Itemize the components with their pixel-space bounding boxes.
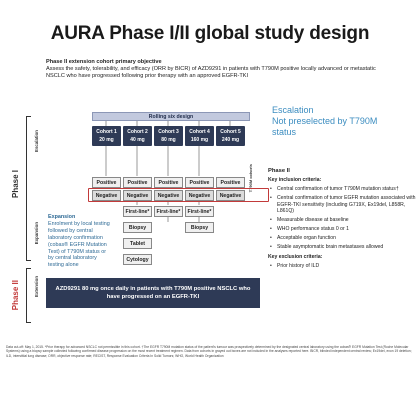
phase1-label: Phase I	[11, 170, 20, 199]
biopsy-box-2: Biopsy	[185, 222, 214, 233]
positive-box-5: Positive	[216, 177, 245, 188]
escalation-callout-heading: Escalation	[272, 105, 314, 115]
first-line-box-2: First-line*	[154, 206, 183, 217]
expansion-body: Enrolment by local testing followed by central laboratory confirmation (cobas® EGFR Mutation Test) of T790M status or by central laboratory testing alone	[48, 220, 110, 269]
inclusion-list	[268, 186, 418, 250]
cohort-5	[216, 126, 245, 146]
inclusion-item: • Central confirmation of tumor EGFR mutation associated with EGFR-TKI sensitivity (including G719X, Ex19del, L858R, L861Q)	[268, 195, 418, 214]
cohort-5-name: Cohort 5	[220, 129, 241, 135]
cohort-3	[154, 126, 183, 146]
objective-heading: Phase II extension cohort primary objective	[46, 59, 162, 65]
tablet-box: Tablet	[123, 238, 152, 249]
cohort-5-dose: 240 mg	[221, 137, 240, 143]
inclusion-item: • Stable asymptomatic brain metastases allowed	[268, 244, 418, 250]
negative-box-3: Negative	[154, 190, 183, 201]
cohort-3-dose: 80 mg	[161, 137, 176, 143]
expansion-description	[48, 214, 110, 269]
positive-box-2: Positive	[123, 177, 152, 188]
negative-box-4: Negative	[185, 190, 214, 201]
negative-box-5: Negative	[216, 190, 245, 201]
inclusion-item: • Central confirmation of tumor T790M mutation status†	[268, 186, 418, 192]
cohort-4-dose: 160 mg	[190, 137, 209, 143]
positive-box-4: Positive	[185, 177, 214, 188]
inclusion-heading: Key inclusion criteria:	[268, 177, 322, 184]
expansion-side-label: Expansion	[34, 222, 39, 245]
cohort-1-dose: 20 mg	[99, 137, 114, 143]
positive-box-1: Positive	[92, 177, 121, 188]
t790m-cohorts-label: T790M cohorts	[248, 164, 253, 193]
cohort-4	[185, 126, 214, 146]
exclusion-item: • Prior history of ILD	[268, 263, 418, 269]
footnote: Data cut-off: May 1, 2015. *Prior therapy for advanced NSCLC not permissible in this cohort. †The EGFR T790M mutation status of the patient's tumour was prospectively determined by the designated central laboratory using the cobas® EGFR Mutation Test (Roche Molecular Systems) using a biopsy sample collected following confirmed disease progression on the most recent treatment regimen. Data from cohorts in grayed out boxes are not included in the analyses reported here. BICR, blinded independent central review; Ex19del, exon 19 deletion; ILD, interstitial lung disease; ORR, objective response rate; RECIST, Response Evaluation Criteria In Solid Tumors; WHO, World Health Organization	[6, 345, 412, 358]
first-line-box-1: First-line*	[123, 206, 152, 217]
cohort-4-name: Cohort 4	[189, 129, 210, 135]
biopsy-box-1: Biopsy	[123, 222, 152, 233]
cytology-box: Cytology	[123, 254, 152, 265]
phase2-criteria	[268, 168, 418, 269]
inclusion-item: • WHO performance status 0 or 1	[268, 226, 418, 232]
criteria-phase-label: Phase II	[268, 168, 290, 174]
exclusion-heading: Key exclusion criteria:	[268, 254, 323, 261]
cohort-2	[123, 126, 152, 146]
escalation-callout	[272, 105, 392, 138]
extension-banner: AZD9291 80 mg once daily in patients with T790M positive NSCLC who have progressed on an EGFR-TKI	[46, 278, 260, 308]
inclusion-item: • Measurable disease at baseline	[268, 217, 418, 223]
inclusion-item: • Acceptable organ function	[268, 235, 418, 241]
negative-box-2: Negative	[123, 190, 152, 201]
negative-box-1: Negative	[92, 190, 121, 201]
cohort-2-dose: 40 mg	[130, 137, 145, 143]
extension-side-label: Extension	[34, 276, 39, 297]
cohort-1-name: Cohort 1	[96, 129, 117, 135]
phase2-label: Phase II	[11, 280, 20, 311]
cohort-2-name: Cohort 2	[127, 129, 148, 135]
cohort-3-name: Cohort 3	[158, 129, 179, 135]
escalation-side-label: Escalation	[34, 130, 39, 152]
first-line-box-3: First-line*	[185, 206, 214, 217]
page-title: AURA Phase I/II global study design	[50, 23, 370, 44]
exclusion-list	[268, 263, 418, 269]
escalation-callout-body: Not preselected by T790M status	[272, 116, 378, 137]
rolling-six-bar: Rolling six design	[92, 112, 250, 121]
objective-text: Assess the safety, tolerability, and efficacy (ORR by BICR) of AZD9291 in patients with T790M positive locally advanced or metastatic NSCLC who have progressed following prior therapy with an approved EGFR-TKI	[46, 66, 376, 79]
positive-box-3: Positive	[154, 177, 183, 188]
expansion-heading: Expansion	[48, 214, 76, 220]
cohort-1	[92, 126, 121, 146]
